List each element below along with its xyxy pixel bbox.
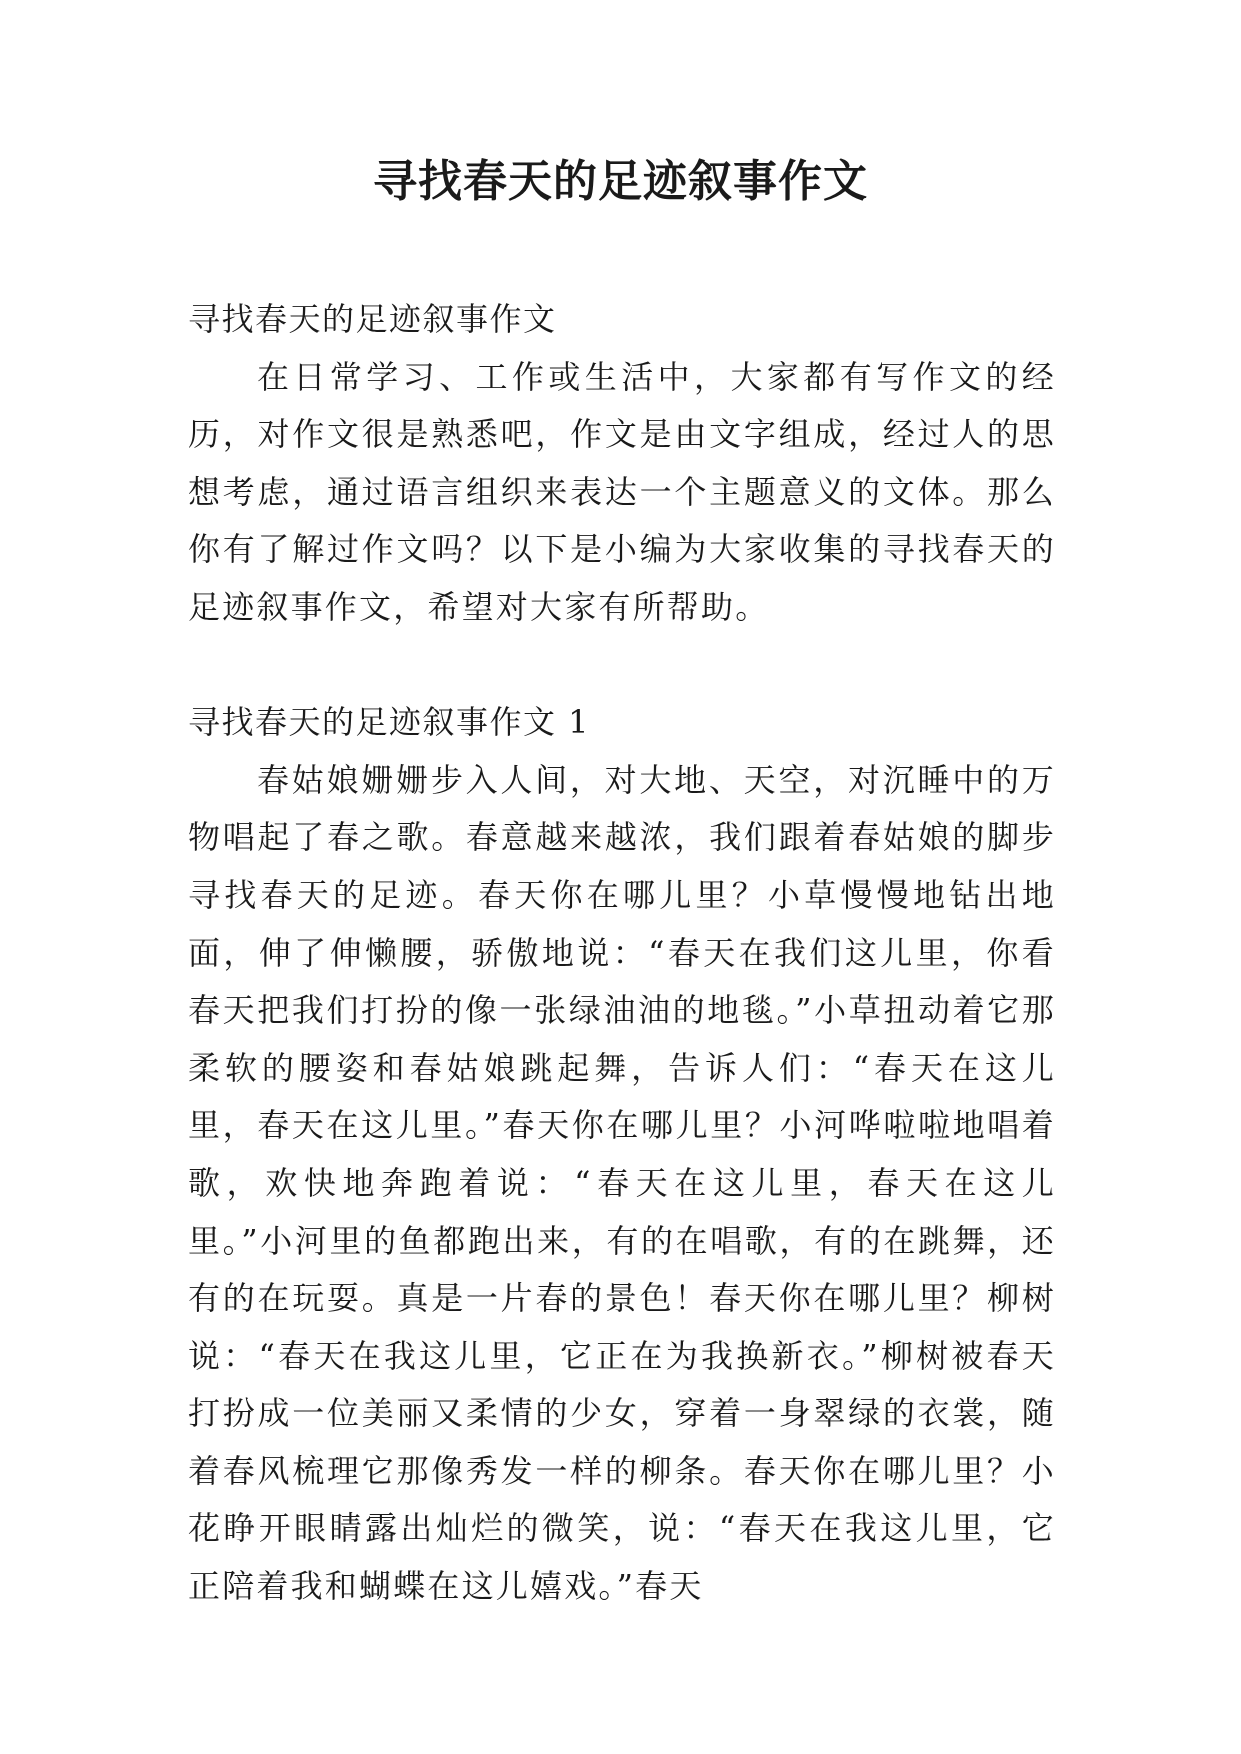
intro-paragraph: 在日常学习、工作或生活中，大家都有写作文的经历，对作文很是熟悉吧，作文是由文字组成，经过人的思想考虑，通过语言组织来表达一个主题意义的文体。那么你有了解过作文吗？以下是小编为大家收集的寻找春天的足迹叙事作文，希望对大家有所帮助。 (188, 357, 1056, 626)
document-title: 寻找春天的足迹叙事作文 (373, 156, 868, 207)
subtitle: 寻找春天的足迹叙事作文 (188, 300, 557, 338)
section-paragraph-1: 春姑娘姗姗步入人间，对大地、天空，对沉睡中的万物唱起了春之歌。春意越来越浓，我们跟着春姑娘的脚步寻找春天的足迹。春天你在哪儿里？小草慢慢地钻出地面，伸了伸懒腰，骄傲地说：“春天在我们这儿里，你看春天把我们打扮的像一张绿油油的地毯。”小草扭动着它那柔软的腰姿和春姑娘跳起舞，告诉人们：“春天在这儿里，春天在这儿里。”春天你在哪儿里？小河哗啦啦地唱着歌，欢快地奔跑着说：“春天在这儿里，春天在这儿里。”小河里的鱼都跑出来，有的在唱歌，有的在跳舞，还有的在玩耍。真是一片春的景色！春天你在哪儿里？柳树说：“春天在我这儿里，它正在为我换新衣。”柳树被春天打扮成一位美丽又柔情的少女，穿着一身翠绿的衣裳，随着春风梳理它那像秀发一样的柳条。春天你在哪儿里？小花睁开眼睛露出灿烂的微笑，说：“春天在我这儿里，它正陪着我和蝴蝶在这儿嬉戏。”春天 (188, 760, 1056, 1606)
section-heading-1: 寻找春天的足迹叙事作文 1 (188, 703, 591, 742)
document-body (188, 291, 1056, 1616)
paragraph-gap (188, 637, 1056, 695)
